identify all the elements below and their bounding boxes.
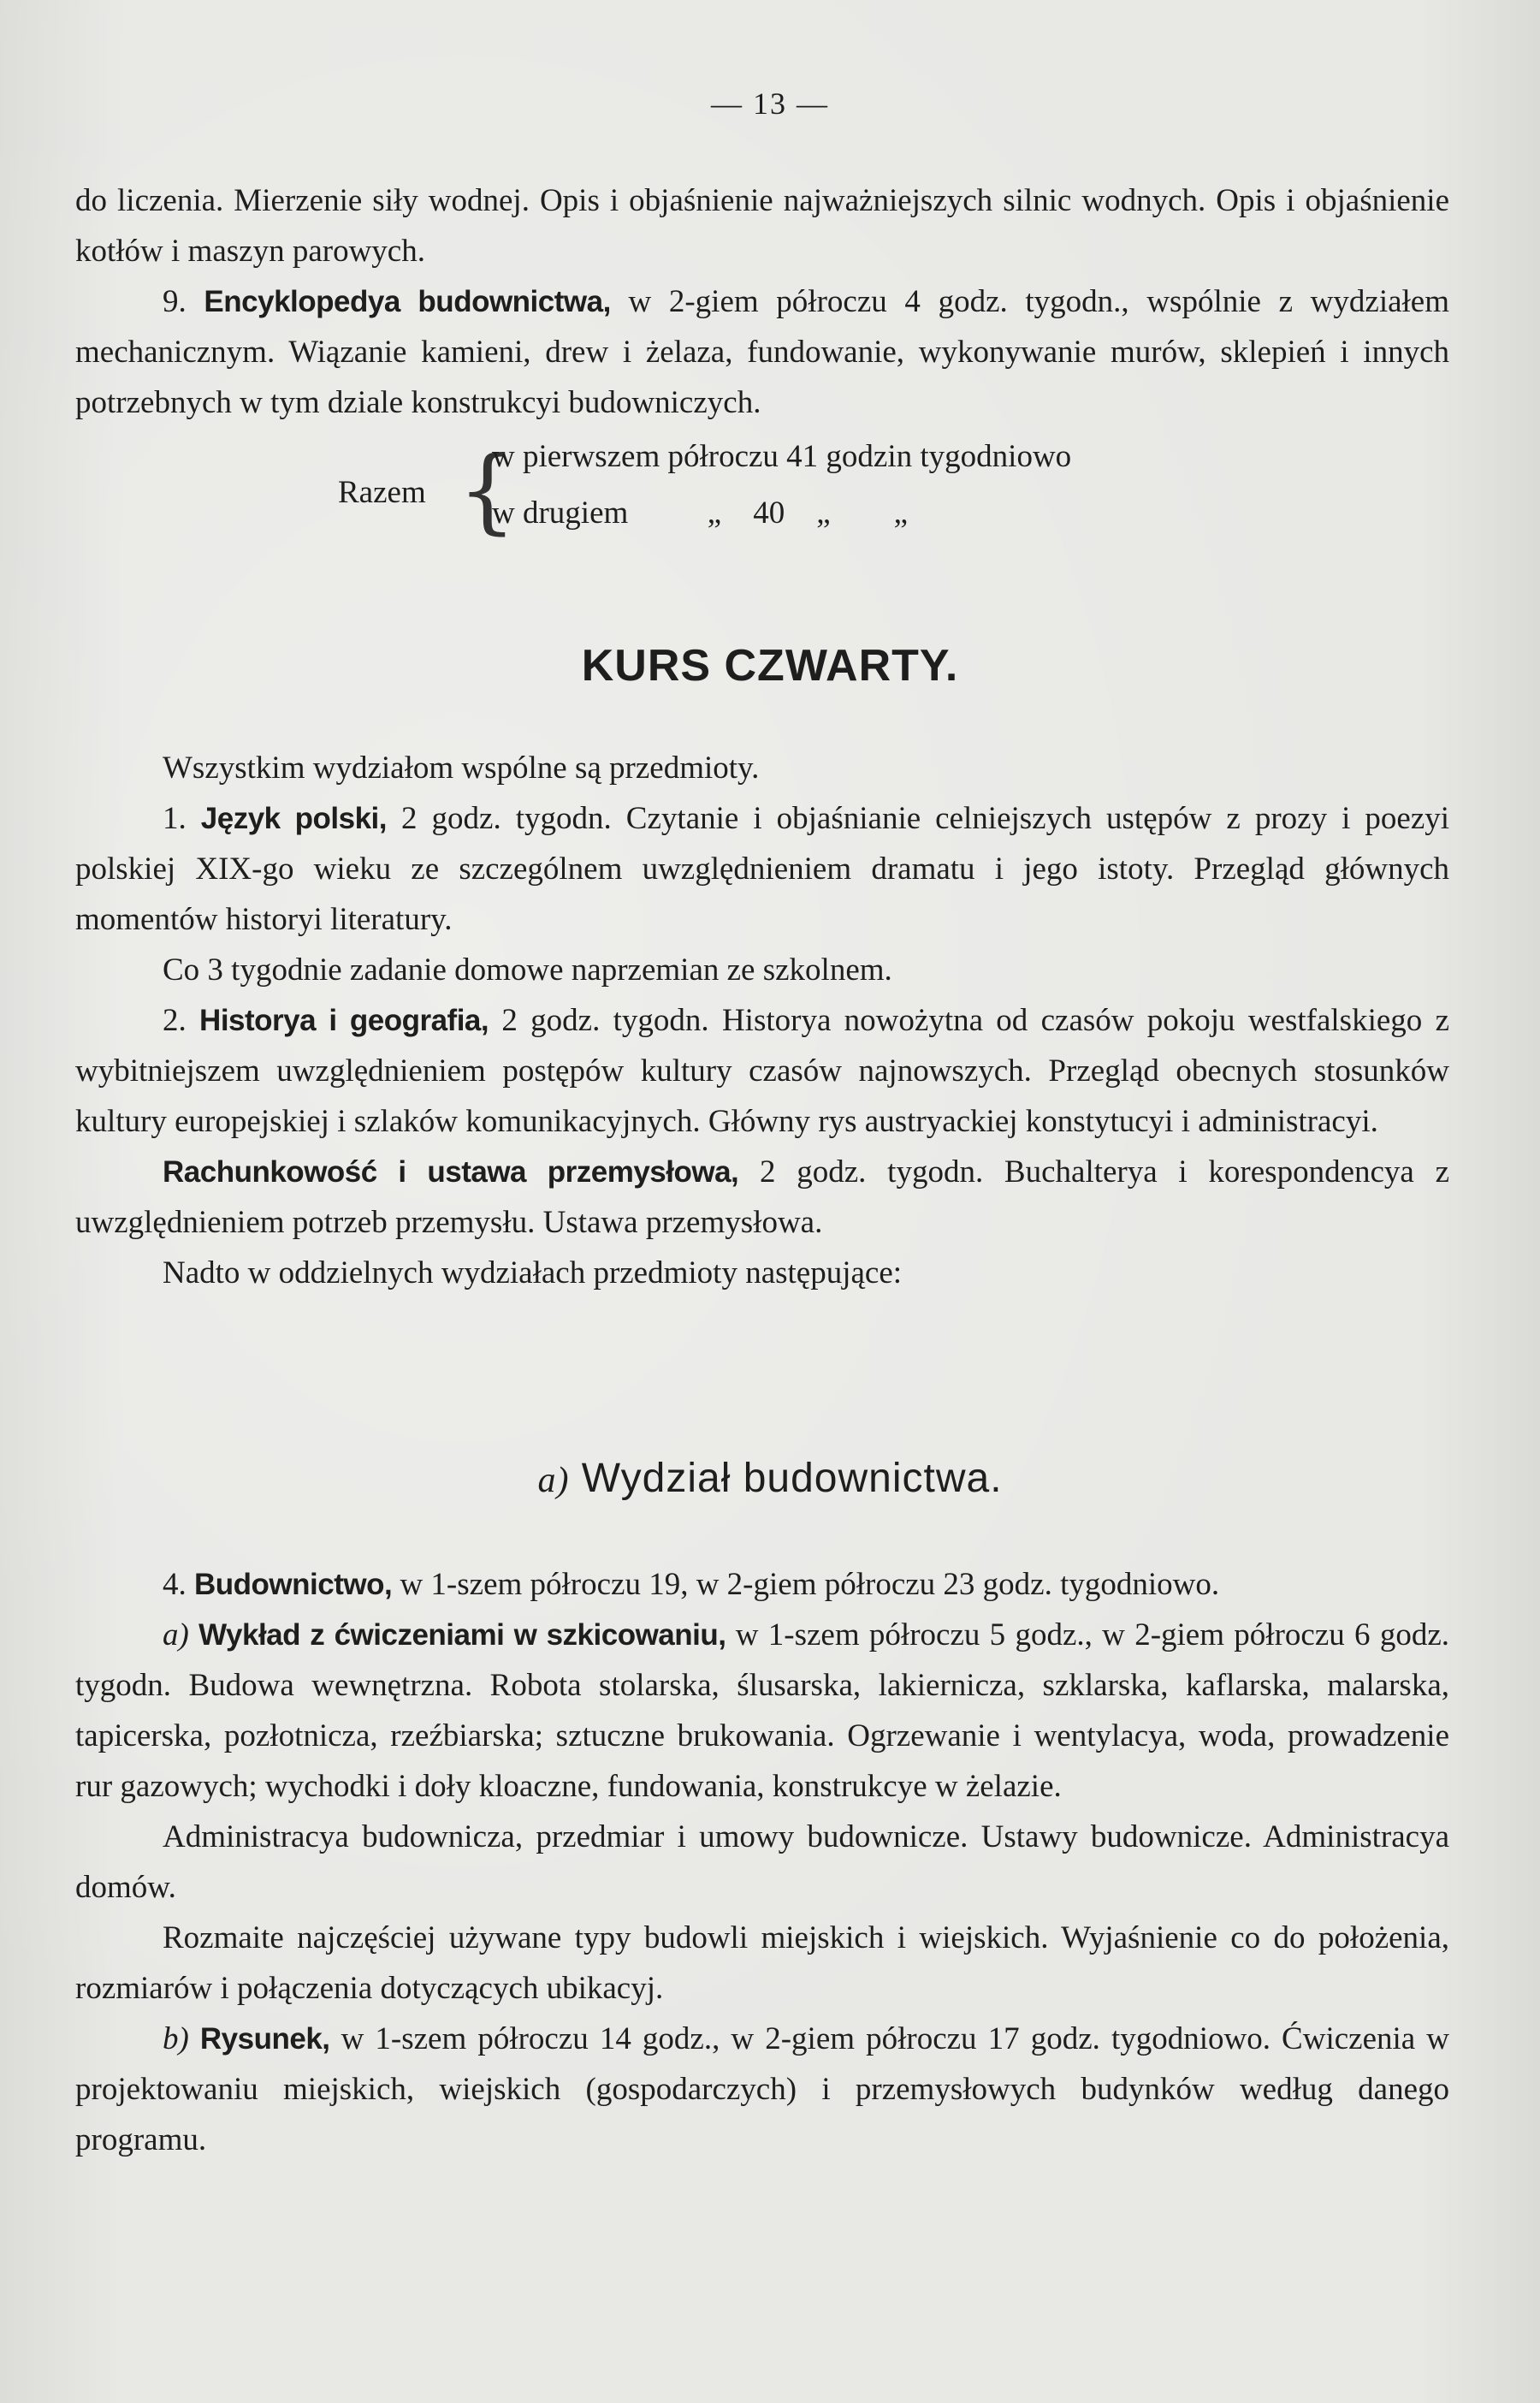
hours-summary xyxy=(338,438,1194,549)
item-text: w 2-giem półroczu 4 godz. tygodn., wspólnie z wydziałem mechanicznym. Wiązanie kamieni, drew i żelaza, fundowanie, wykonywanie murów, sklepień i innych potrzebnych w tym dziale konstrukcyi budowniczych. xyxy=(75,284,1450,420)
paragraph-item-9 xyxy=(75,276,1449,428)
item-number: 2. xyxy=(163,1003,187,1038)
item-number: 4. xyxy=(163,1567,187,1602)
item-text: w 1-szem półroczu 19, w 2-giem półroczu 23 godz. tygodniowo. xyxy=(392,1567,1220,1602)
paragraph-item-a xyxy=(75,1610,1449,1812)
text-block-department xyxy=(75,1559,1449,2165)
item-letter: a) xyxy=(163,1617,189,1652)
item-text: 2 godz. tygodn. Czytanie i objaśnianie celniejszych ustępów z prozy i poezyi polskiej XIX-go wieku ze szczególnem uwzględnieniem dramatu i jego istoty. Przegląd głównych momentów historyi literatury. xyxy=(75,801,1450,937)
paragraph-building-types: Rozmaite najczęściej używane typy budowli miejskich i wiejskich. Wyjaśnienie co do położenia, rozmiarów i połączenia dotyczących ubikacyj. xyxy=(75,1920,1449,2006)
summary-line-2: w drugiem „ 40 „ „ xyxy=(492,495,909,531)
summary-line-1: w pierwszem półroczu 41 godzin tygodniowo xyxy=(492,439,1072,474)
item-letter: b) xyxy=(163,2021,189,2056)
brace-glyph: { xyxy=(458,437,517,544)
item-number: 9. xyxy=(163,284,187,319)
text-block-course xyxy=(75,743,1449,1298)
item-text: 2 godz. tygodn. Historya nowożytna od czasów pokoju westfalskiego z wybitniejszem uwzględnieniem postępów kultury czasów najnowszych. Przegląd obecnych stosunków kultury europejskiej i szlaków komunikacyjnych. Główny rys austryackiej konstytucyi i administracyi. xyxy=(75,1003,1449,1139)
item-text: 2 godz. tygodn. Buchalterya i korespondencya z uwzględnieniem potrzeb przemysłu. Ustawa przemysłowa. xyxy=(75,1154,1449,1240)
paragraph-item-3 xyxy=(75,1147,1449,1248)
paragraph-homework: Co 3 tygodnie zadanie domowe naprzemian ze szkolnem. xyxy=(163,952,892,988)
item-title: Wykład z ćwiczeniami w szkicowaniu, xyxy=(198,1618,726,1652)
item-title: Rachunkowość i ustawa przemysłowa, xyxy=(163,1155,739,1189)
item-number: 1. xyxy=(163,801,187,836)
paragraph-item-1 xyxy=(75,793,1449,945)
text-block-continuation xyxy=(75,175,1449,428)
paragraph-administration: Administracya budownicza, przedmiar i umowy budownicze. Ustawy budownicze. Administracya domów. xyxy=(75,1819,1449,1905)
item-text: w 1-szem półroczu 14 godz., w 2-giem półroczu 17 godz. tygodniowo. Ćwiczenia w projektowaniu miejskich, wiejskich (gospodarczych) i przemysłowych budynków według danego programu. xyxy=(75,2021,1449,2157)
item-title: Rysunek, xyxy=(199,2022,330,2056)
item-title: Budownictwo, xyxy=(194,1568,393,1601)
subsection-title: Wydział budownictwa. xyxy=(581,1456,1003,1501)
item-text: w 1-szem półroczu 5 godz., w 2-giem półroczu 6 godz. tygodn. Budowa wewnętrzna. Robota stolarska, ślusarska, lakiernicza, szklarska, kaflarska, malarska, tapicerska, pozłotnicza, rzeźbiarska; sztuczne brukowania. Ogrzewanie i wentylacya, woda, prowadzenie rur gazowych; wychodki i doły kloaczne, fundowania, konstrukcye w żelazie. xyxy=(75,1617,1449,1804)
paragraph-item-2 xyxy=(75,995,1449,1147)
item-title: Encyklopedya budownictwa, xyxy=(204,285,611,318)
paragraph-item-4 xyxy=(75,1559,1449,1610)
subsection-letter: a) xyxy=(537,1461,570,1500)
item-title: Język polski, xyxy=(200,802,388,835)
subsection-heading xyxy=(0,1455,1540,1502)
paragraph-continuation: do liczenia. Mierzenie siły wodnej. Opis i objaśnienie najważniejszych silnic wodnych. Opis i objaśnienie kotłów i maszyn parowych. xyxy=(75,183,1449,269)
paragraph-item-b xyxy=(75,2014,1449,2165)
page-number: — 13 — xyxy=(711,86,829,121)
paragraph-departments: Nadto w oddzielnych wydziałach przedmioty następujące: xyxy=(163,1255,903,1290)
paragraph-intro: Wszystkim wydziałom wspólne są przedmioty. xyxy=(163,751,760,786)
section-heading: KURS CZWARTY. xyxy=(581,641,959,691)
item-title: Historya i geografia, xyxy=(199,1004,489,1037)
summary-label: Razem xyxy=(338,475,426,510)
